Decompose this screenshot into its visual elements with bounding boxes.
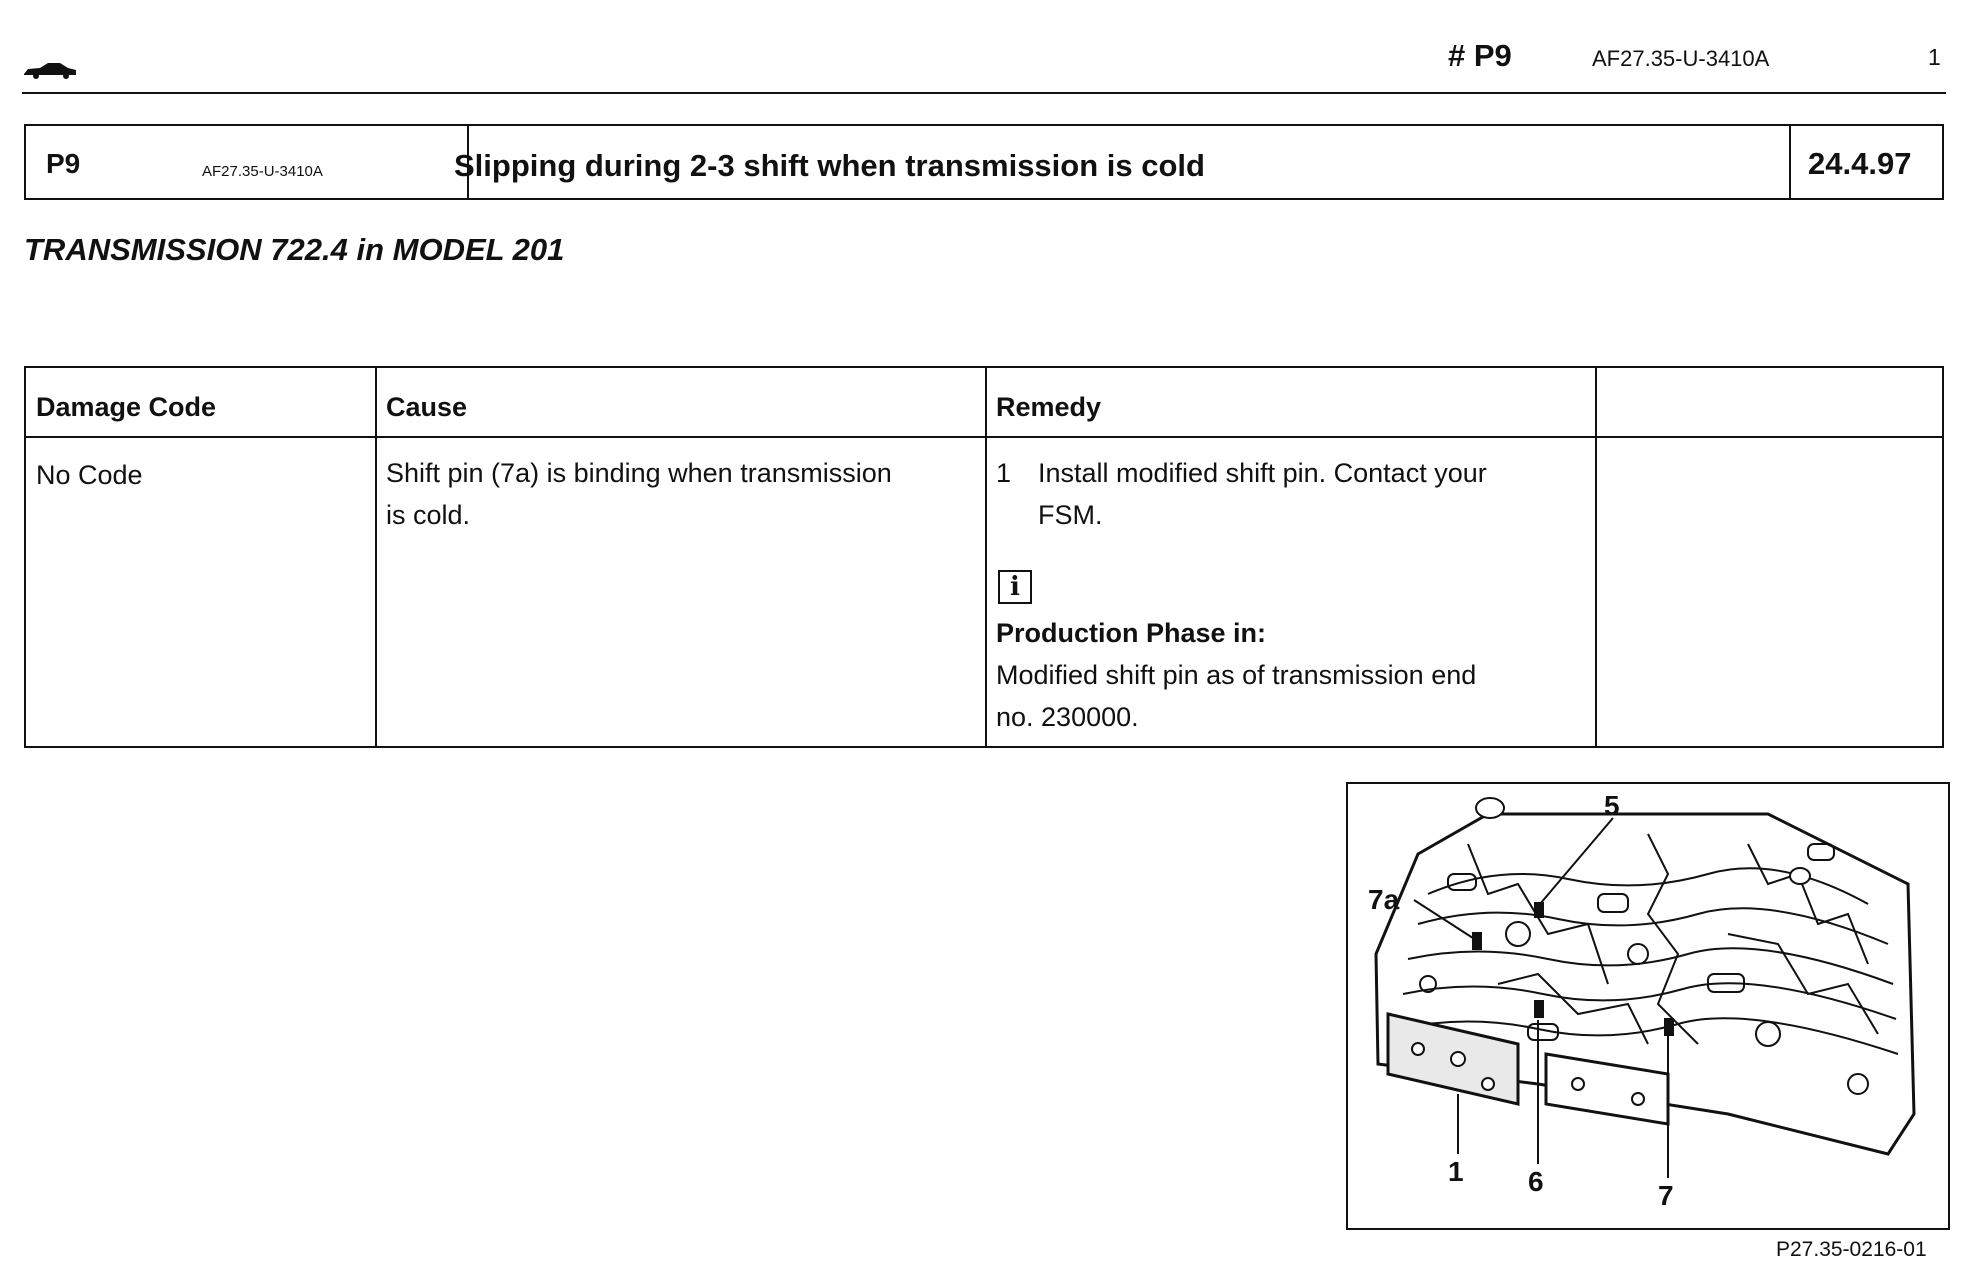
figure-label-6: 6	[1528, 1166, 1544, 1197]
page-number: 1	[1928, 44, 1941, 70]
header-code: # P9	[1448, 38, 1512, 73]
title-doc-ref: AF27.35-U-3410A	[202, 163, 323, 180]
damage-code-value: No Code	[36, 460, 143, 490]
title-code: P9	[46, 148, 81, 179]
figure-label-1: 1	[1448, 1156, 1464, 1187]
column-header-cause: Cause	[386, 392, 468, 422]
damage-table	[24, 366, 1944, 748]
cause-line: is cold.	[386, 500, 471, 530]
title-box	[24, 124, 1944, 200]
cause-line: Shift pin (7a) is binding when transmission	[386, 458, 892, 488]
table-column-divider	[1595, 368, 1597, 746]
subtitle: TRANSMISSION 722.4 in MODEL 201	[24, 232, 565, 267]
figure-label-5: 5	[1604, 790, 1620, 821]
valve-body-figure	[1346, 782, 1950, 1230]
production-phase-heading: Production Phase in:	[996, 618, 1267, 648]
column-header-damage-code: Damage Code	[36, 392, 217, 422]
figure-label-7a: 7a	[1368, 884, 1400, 915]
figure-label-7: 7	[1658, 1180, 1674, 1211]
page-title: Slipping during 2-3 shift when transmission is cold	[454, 148, 1205, 183]
production-phase-line: Modified shift pin as of transmission end	[996, 660, 1477, 690]
remedy-number: 1	[996, 458, 1012, 488]
title-divider	[1789, 126, 1791, 198]
title-date: 24.4.97	[1808, 146, 1912, 181]
table-column-divider	[375, 368, 377, 746]
table-column-divider	[985, 368, 987, 746]
column-header-remedy: Remedy	[996, 392, 1102, 422]
header-doc-ref: AF27.35-U-3410A	[1592, 46, 1770, 71]
remedy-line: FSM.	[1038, 500, 1103, 530]
figure-caption: P27.35-0216-01	[1776, 1238, 1927, 1261]
info-icon: i	[998, 570, 1032, 604]
header-rule	[22, 92, 1946, 94]
production-phase-line: no. 230000.	[996, 702, 1139, 732]
valve-body-illustration	[1348, 784, 1948, 1228]
remedy-line: Install modified shift pin. Contact your	[1038, 458, 1487, 488]
car-icon	[22, 60, 78, 80]
table-header-rule	[26, 436, 1942, 438]
